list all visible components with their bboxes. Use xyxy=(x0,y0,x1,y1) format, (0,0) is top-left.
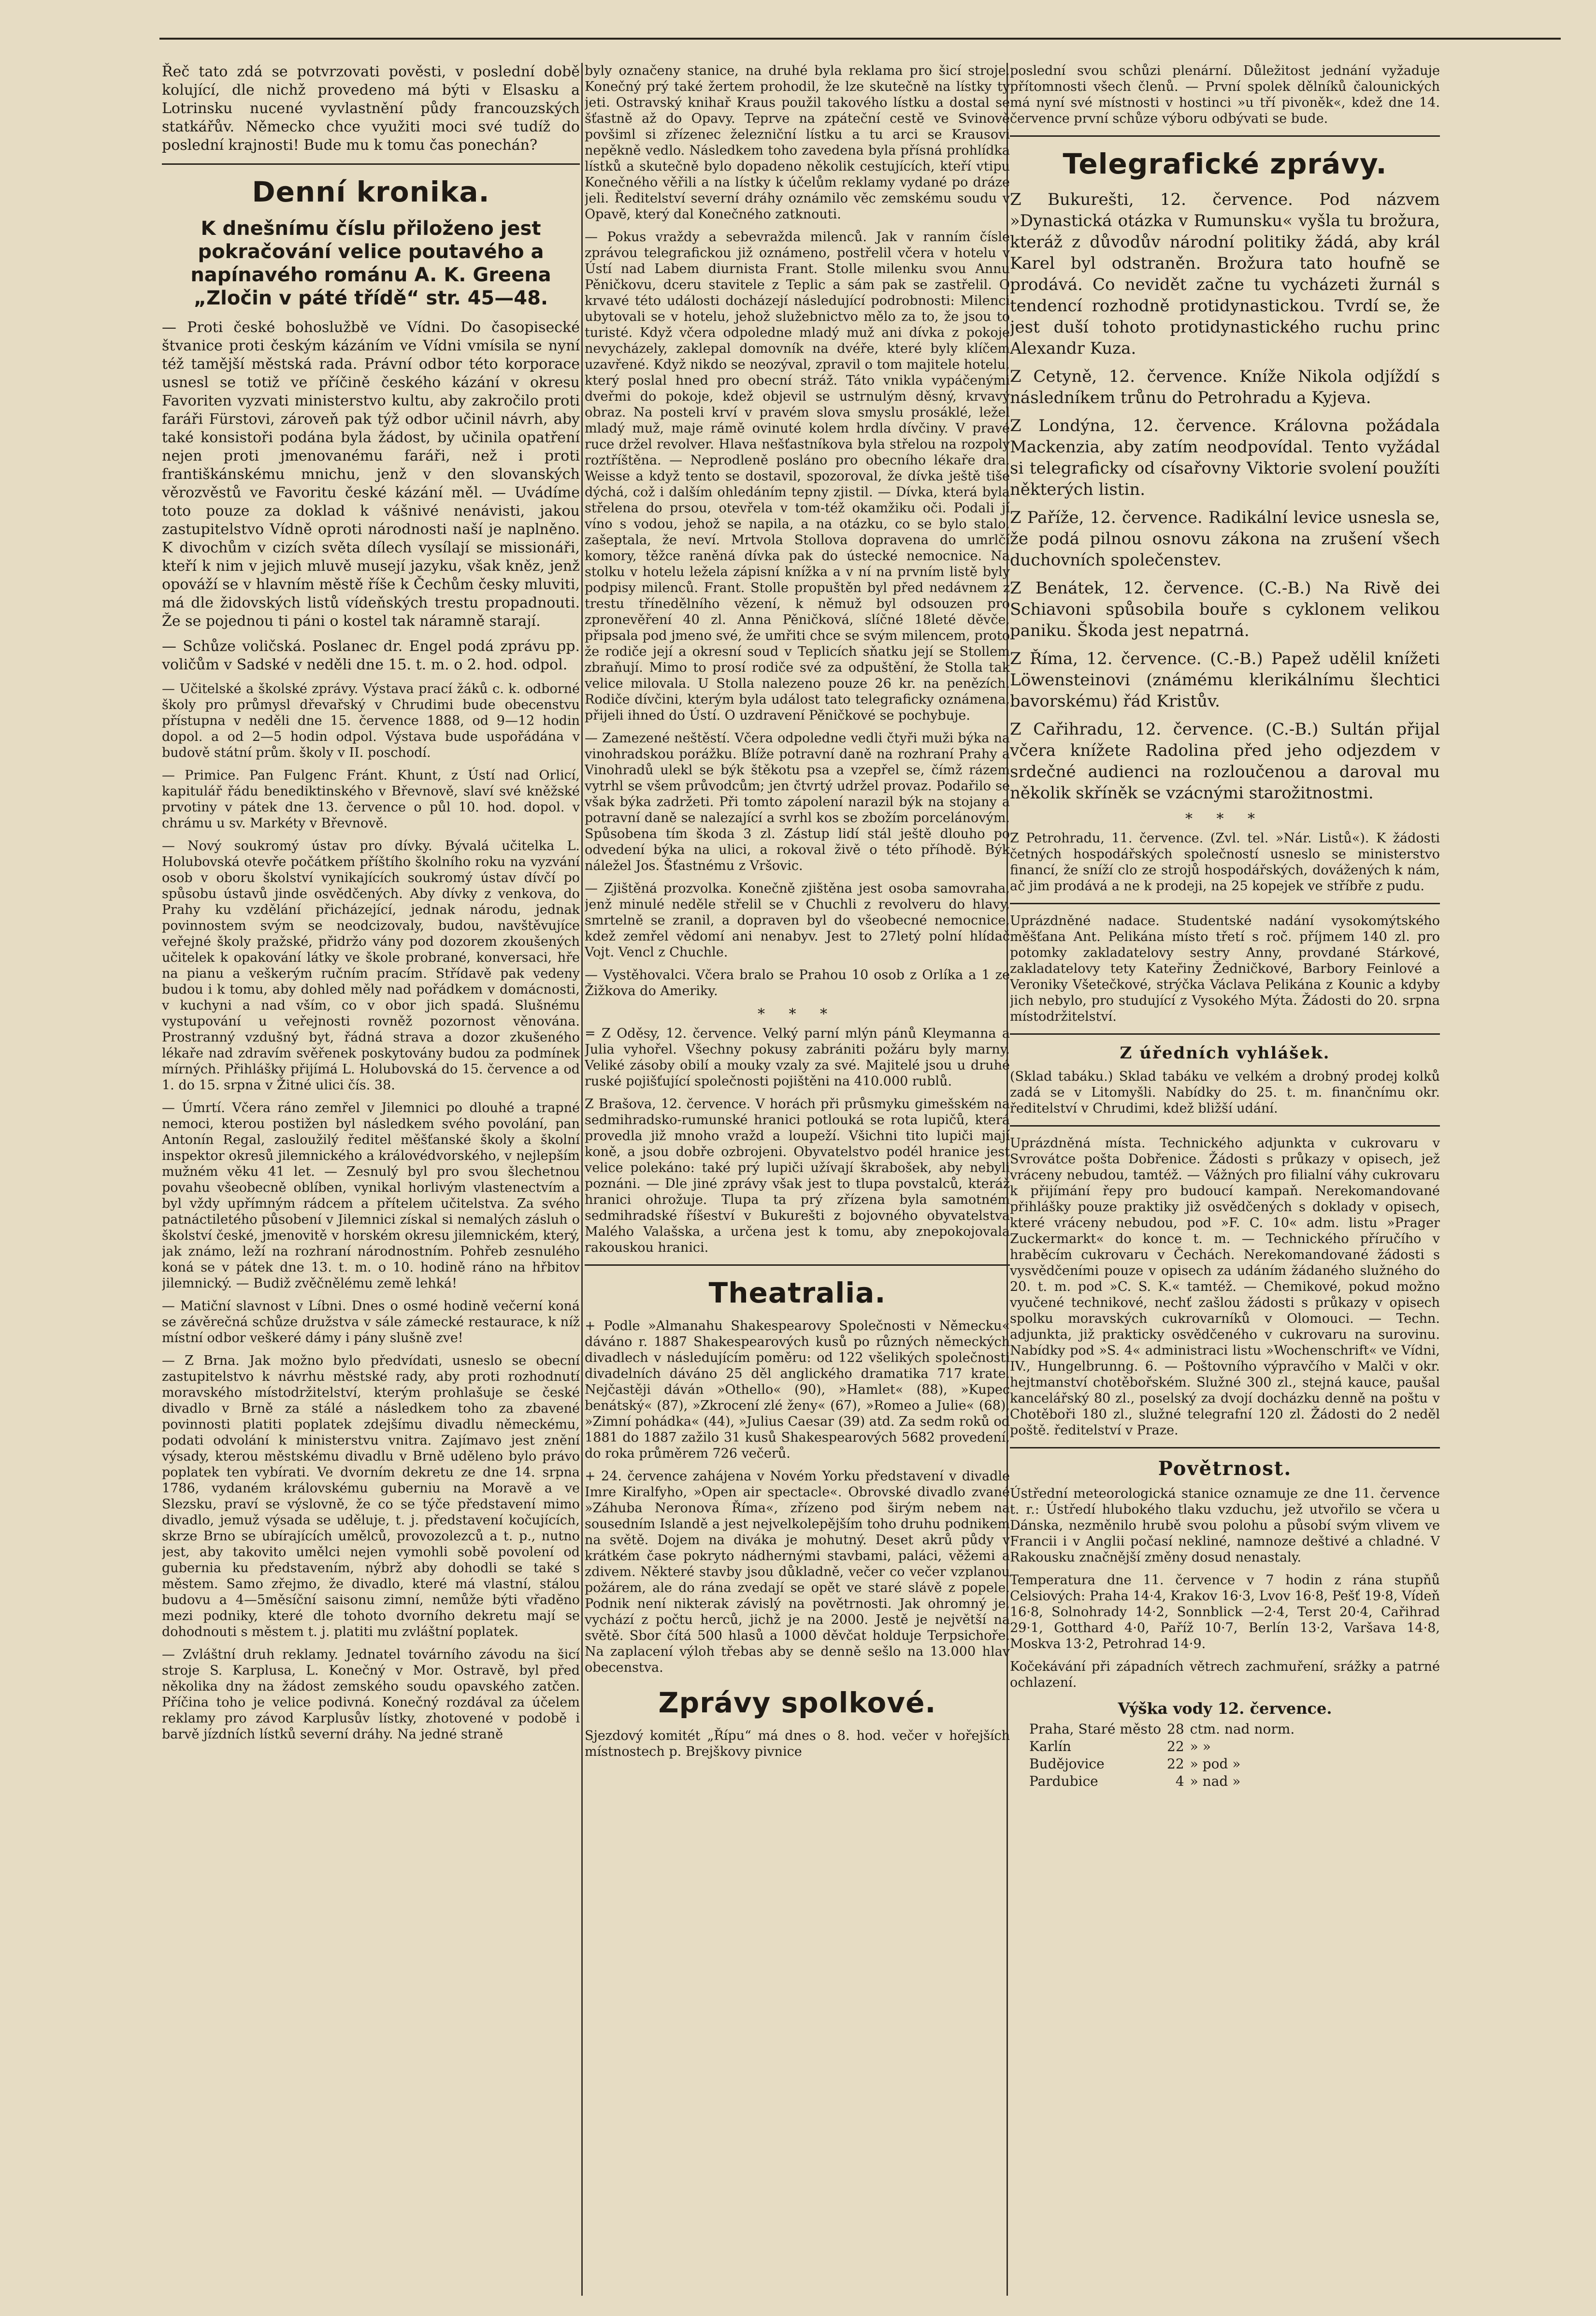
article: poslední svou schůzi plenární. Důležitost jednání vyžaduje přítomnosti všech členů. — První spolek dělníků čalounických má nyní své místnosti v hostinci »u tří pivoněk«, kdež dne 14. července první schůze výboru odbývati se bude. xyxy=(1010,63,1440,126)
article: Temperatura dne 11. července v 7 hodin z rána stupňů Celsiových: Praha 14·4, Krakov 16·3, Lvov 16·8, Pešť 19·8, Vídeň 16·8, Solnohrady 14·2, Sonnblick —2·4, Terst 20·4, Cařihrad 29·1, Gotthard 4·0, Paříž 10·7, Berlín 13·2, Varšava 14·8, Moskva 13·2, Petrohrad 14·9. xyxy=(1010,1573,1440,1651)
intro-paragraph: Řeč tato zdá se potvrzovati pověsti, v poslední době kolující, dle nichž provedeno má býti v Elsasku a Lotrinsku nucené vyvlastnění půdy francouzských statkářův. Německo chce využiti moci své tudíž do poslední krajnosti! Bude mu k tomu čas ponechán? xyxy=(162,63,580,154)
section-heading-clubs: Zprávy spolkové. xyxy=(658,1686,936,1719)
article: — Proti české bohoslužbě ve Vídni. Do časopisecké štvanice proti českým kázáním ve Vídni vmísila se nyní též tamější městská rada. Právní odbor této korporace usnesl se totiž ve příčině českého kázání v okresu Favoriten vyzvati ministerstvo kultu, aby zakročilo proti faráři Fürstovi, zároveň pak týž odbor učinil návrh, aby také konsistoři podána byla žádost, by učinila opatření nejen proti jmenovanému faráři, než i proti františkánskému mnichu, jenž v den slovanských věrozvěstů ve Favoritu české kázání měl. — Uvádíme toto pouze za doklad k vášnivé nenávisti, jakou zastupitelstvo Vídně oproti národnosti naší je naplněno. K divochům v cizích světa dílech vysílají se missionáři, kteří k nim v jejich mluvě musejí jazyku, však kněz, jenž opováží se v hlavním městě říše k Čechům česky mluviti, má dle židovských listů vídeňských trestu propadnouti. Že se pojednou ti páni o kostel tak náramně starají. xyxy=(162,319,580,630)
article: — Zamezené neštěstí. Včera odpoledne vedli čtyři muži býka na vinohradskou porážku. Blíže potravní daně na rozhraní Prahy a Vinohradů ulekl se býk štěkotu psa a vzepřel se, čímž rázem vytrhl se všem průvodcům; jen čtvrtý udržel provaz. Podařilo se však býka zadržeti. Při tomto zápolení narazil býk na stojany a potravní daně se nalezající a svrhl kos se zbožím porcelánovým. Spůsobena tím škoda 3 zl. Zástup lidí stál ještě dlouho po odvedení býka na ulici, a rokoval živě o této příhodě. Býk náležel Jos. Šťastnému z Vršovic. xyxy=(585,731,1010,873)
telegram: Z Benátek, 12. července. (C.-B.) Na Rivě dei Schiavoni spůsobila bouře s cyklonem velikou paniku. Škoda jest nepatrná. xyxy=(1010,579,1440,640)
water-level-cell: Karlín xyxy=(1029,1738,1071,1754)
water-level-cell: » pod » xyxy=(1190,1756,1241,1772)
water-level-row xyxy=(1029,1773,1300,1790)
article: (Sklad tabáku.) Sklad tabáku ve velkém a drobný prodej kolků zadá se v Litomyšli. Nabídky do 25. t. m. finančnímu okr. ředitelství v Chrudimi, kdež bližší udání. xyxy=(1010,1069,1440,1116)
water-level-cell: 22 xyxy=(1167,1738,1184,1754)
lead-announcement: K dnešnímu číslu přiloženo jest pokračování velice poutavého a napínavého románu A. K. Greena „Zločin v páté třídě“ str. 45—48. xyxy=(190,217,551,309)
article: Kočekávání při západních větrech zachmuření, srážky a patrné ochlazení. xyxy=(1010,1659,1440,1690)
article: — Vystěhovalci. Včera bralo se Prahou 10 osob z Orlíka a 1 ze Žižkova do Ameriky. xyxy=(585,968,1010,999)
water-level-cell: » nad » xyxy=(1190,1773,1241,1789)
article: Z Petrohradu, 11. července. (Zvl. tel. »Nár. Listů«). K žádosti četných hospodářských společností usneslo se ministerstvo financí, že sníží clo ze strojů hospodářských, dovážených k nám, ač jim prodává a ne k prodeji, na 25 kopejek ve stříbře z pudu. xyxy=(1010,831,1440,894)
article: — Učitelské a školské zprávy. Výstava prací žáků c. k. odborné školy pro průmysl dřevařský v Chrudimi bude obecenstvu přístupna v neděli dne 15. července 1888, od 9—12 hodin dopol. a od 2—5 hodin odpol. Výstava bude uspořádána v budově státní prům. školy v II. poschodí. xyxy=(162,681,580,760)
water-level-cell: 22 xyxy=(1167,1756,1184,1772)
column-3 xyxy=(1010,63,1440,2296)
divider xyxy=(1010,1033,1440,1035)
article: Ústřední meteorologická stanice oznamuje ze dne 11. července t. r.: Ústředí hlubokého tlaku vzduchu, jež utvořilo se včera u Dánska, nezměnilo hrubě svou polohu a působí svým vlivem ve Francii i v Anglii počasí nekliné, namnoze deštivé a chladné. V Rakousku značnější změny dosud nenastaly. xyxy=(1010,1486,1440,1565)
telegram: Z Bukurešti, 12. července. Pod názvem »Dynastická otázka v Rumunsku« vyšla tu brožura, kteráž z důvodův národní politiky žádá, aby král Karel byl odstraněn. Brožura tato houfně se prodává. Co nevidět začne tu vycházeti žurnál s tendencí rozhodně protidynastickou. Tvrdí se, že jest duší tohoto protidynastického ruchu princ Alexandr Kuza. xyxy=(1010,190,1440,358)
column-1 xyxy=(162,63,580,2296)
separator-stars: * * * xyxy=(1185,811,1265,827)
divider xyxy=(585,1264,1010,1266)
article: — Zvláštní druh reklamy. Jednatel továrního závodu na šicí stroje S. Karplusa, L. Konečný v Mor. Ostravě, byl před několika dny na žádost zemského soudu opavského zatčen. Příčina toho je velice podivná. Konečný rozdával za účelem reklamy pro závod Karplusův lístky, zhotovené v podobě i barvě jízdních lístků severní dráhy. Na jedné straně xyxy=(162,1647,580,1742)
divider xyxy=(162,163,580,165)
article: = Z Oděsy, 12. července. Velký parní mlýn pánů Kleymanna a Julia vyhořel. Všechny pokusy zabrániti požáru byly marny. Veliké zásoby obilí a mouky vzaly za své. Majitelé jsou u druhé ruské pojišťující společnosti pojištěni na 410.000 rublů. xyxy=(585,1026,1010,1089)
separator-stars: * * * xyxy=(757,1006,837,1023)
section-heading-official-notices: Z úředních vyhlášek. xyxy=(1120,1043,1330,1063)
article: Uprázdněná místa. Technického adjunkta v cukrovaru v Svrovátce pošta Dobřenice. Žádosti s průkazy v opisech, jež vráceny nebudou, tamtéž. — Vážných pro filialní váhy cukrovaru k přijímání řepy pro budoucí kampaň. Nerekomandované přihlášky pouze praktiky již osvědčených s doklady v opisech, které vráceny nebudou, pod »F. C. 10« adm. listu »Prager Zuckermarkt« do konce t. m. — Technického příručího v hraběcím cukrovaru v Čechách. Nerekomandované žádosti s vysvědčeními pouze v opisech za udáním žádaného služného do 20. t. m. pod »C. S. K.« tamtéž. — Chemikové, pokud možno vyučené technikové, nechť zašlou žádosti s průkazy v opisech spolku moravských cukrovarníků v Olomouci. — Techn. adjunkta, již prakticky osvědčeného v cukrovaru na surovinu. Nabídky pod »S. 4« administraci listu »Wochenschrift« ve Vídni, IV., Hungelbrunng. 6. — Poštovního výpravčího v Malči v okr. hejtmanství chotěbořském. Služné 300 zl., stejná kauce, paušal kancelářský 80 zl., poselský za dvojí docházku denně na poštu v Chotěboři 180 zl., služné telegrafní 120 zl. Žádosti do 2 neděl poště. ředitelství v Praze. xyxy=(1010,1136,1440,1438)
article: — Schůze voličská. Poslanec dr. Engel podá zprávu pp. voličům v Sadské v neděli dne 15. t. m. o 2. hod. odpol. xyxy=(162,638,580,673)
divider xyxy=(1010,1447,1440,1448)
water-level-table xyxy=(1029,1721,1300,1790)
column-2 xyxy=(585,63,1010,2296)
section-heading-theatre: Theatralia. xyxy=(708,1276,886,1309)
water-level-cell: 28 xyxy=(1167,1721,1184,1737)
article: + Podle »Almanahu Shakespearovy Společnosti v Německu« dáváno r. 1887 Shakespearových kusů po různých německých divadlech v následujícím poměru: od 122 všelikých společnosti divadelních dáváno 25 děl anglického dramatika 717 krate. Nejčastěji dáván »Othello« (90), »Hamlet« (88), »Kupec benátský« (87), »Zkrocení zlé ženy« (67), »Romeo a Julie« (68), »Zimní pohádka« (44), »Julius Caesar (39) atd. Za sedm roků od 1881 do 1887 zažilo 31 kusů Shakespearových 5682 provedení, do roka průměrem 726 večerů. xyxy=(585,1318,1010,1461)
article: Z Brašova, 12. července. V horách při průsmyku gimešském na sedmihradsko-rumunské hranici potlouká se rota lupičů, která provedla již mnoho vražd a loupeží. Všichni tito lupiči mají koně, a jsou dobře ozbrojeni. Obyvatelstvo podél hranice jest velice polekáno: také prý lupiči užívají škrabošek, aby nebyli poznáni. — Dle jiné zprávy však jest to tlupa povstalců, kteráž hranici ohrožuje. Tlupa ta prý zřízena byla samotném sedmihradské říšeství v Bukurešti z bojovného obyvatelstva Malého Valašska, a určena jest k tomu, aby znepokojovala rakouskou hranici. xyxy=(585,1097,1010,1255)
water-level-cell: ctm. nad norm. xyxy=(1190,1721,1295,1737)
telegram: Z Říma, 12. července. (C.-B.) Papež udělil knížeti Löwensteinovi (známému klerikálnímu šlechtici bavorskému) řád Kristův. xyxy=(1010,649,1440,711)
article: — Primice. Pan Fulgenc Fránt. Khunt, z Ústí nad Orlicí, kapitulář řádu benediktinského v Břevnově, slaví své kněžské prvotiny v pátek dne 13. července o půl 10. hod. dopol. v chrámu u sv. Markéty v Břevnově. xyxy=(162,768,580,831)
divider xyxy=(1010,135,1440,137)
water-level-cell: » » xyxy=(1190,1738,1211,1754)
water-level-cell: Pardubice xyxy=(1029,1773,1098,1789)
article: — Zjištěná prozvolka. Konečně zjištěna jest osoba samovraha, jenž minulé neděle střelil se v Chuchli z revolveru do hlavy, smrtelně se zranil, a dopraven byl do všeobecné nemocnice, kdež zemřel vědomí ani nenabyv. Jest to 27letý polní hlídač Vojt. Vencl z Chuchle. xyxy=(585,881,1010,960)
article: Sjezdový komitét „Řípu“ má dnes o 8. hod. večer v hořejších místnostech p. Brejškovy pivnice xyxy=(585,1728,1010,1759)
water-level-row xyxy=(1029,1738,1300,1755)
water-level-cell: 4 xyxy=(1175,1773,1184,1789)
article: — Z Brna. Jak možno bylo předvídati, usneslo se obecní zastupitelstvo k návrhu městské rady, aby proti rozhodnutí moravského místodržitelství, kterým prohlašuje se české divadlo v Brně za stálé a následkem toho za zbavené povinnosti platiti poplatek zdejšímu divadlu německému, podati odvolání k ministerstvu vnitra. Zajímavo jest znění výsady, kterou městskému divadlu v Brně uděleno bylo právo poplatek ten vybírati. Ve dvorním dekretu ze dne 14. srpna 1786, vydaném královskému guberniu na Moravě a ve Slezsku, praví se výslovně, že co se týče představení mimo divadlo, jemuž výsada se uděluje, t. j. představení kočujících, skrze Brno se ubírajících umělců, provozolezců a t. p., nutno jest, aby takovito umělci nejen vymohli sobě povolení od gubernia ku představením, nýbrž aby dohodli se také s městem. Samo zřejmo, že divadlo, které má vlastní, stálou budovu a 4—5měsíční saisonu zimní, nemůže býti vřaděno mezi podniky, které dle tohoto dvorního dekretu mají se dohodnouti s městem t. j. platiti mu zvláštní poplatek. xyxy=(162,1353,580,1639)
water-level-row xyxy=(1029,1755,1300,1773)
water-level-cell: Budějovice xyxy=(1029,1756,1105,1772)
column-divider xyxy=(581,63,583,2296)
divider xyxy=(1010,1125,1440,1127)
section-heading-weather: Povětrnost. xyxy=(1158,1457,1292,1480)
top-rule xyxy=(159,38,1561,40)
telegram: Z Paříže, 12. července. Radikální levice usnesla se, že podá pilnou osnovu zákona na zrušení všech duchovních společenstev. xyxy=(1010,508,1440,570)
article: — Matiční slavnost v Líbni. Dnes o osmé hodině večerní koná se závěrečná schůze družstva v sále zámecké restaurace, k níž místní odbor veškeré dámy i pány slušně zve! xyxy=(162,1299,580,1346)
section-heading-daily-chronicle: Denní kronika. xyxy=(252,175,490,208)
telegram: Z Cařihradu, 12. července. (C.-B.) Sultán přijal včera knížete Radolina před jeho odjezdem v srdečné audienci na rozloučenou a daroval mu několik skříněk se vzácnými starožitnostmi. xyxy=(1010,720,1440,803)
water-level-cell: Praha, Staré město xyxy=(1029,1721,1162,1737)
telegram: Z Londýna, 12. července. Královna požádala Mackenzia, aby zatím neodpovídal. Tento vyžádal si telegraficky od císařovny Viktorie svolení použíti některých listin. xyxy=(1010,416,1440,499)
water-level-row xyxy=(1029,1721,1300,1738)
telegram: Z Cetyně, 12. července. Kníže Nikola odjíždí s následníkem trůnu do Petrohradu a Kyjeva. xyxy=(1010,367,1440,407)
article: — Nový soukromý ústav pro dívky. Bývalá učitelka L. Holubovská otevře počátkem příštího školního roku na vyzvání osob v oboru školství vynikajících soukromý ústav dívčí po spůsobu ústavů jinde osvědčených. Aby dívky z venkova, do Prahy ku vzdělání přicházející, jednak národu, jednak povinnostem svým se neodcizovaly, budou, navštěvujíce veřejné školy pražské, přidržo vány pod dozorem zkoušených učitelek k opakování látky ve škole probrané, konversaci, hře na pianu a veškerým ručním pracím. Střídavě pak vedeny budou i k tomu, aby dohled měly nad pořádkem v domácnosti, v kuchyni a nad vším, co v obor jich spadá. Slušnému vystupování u veřejnosti rovněž pozornost věnována. Prostranný vzdušný byt, řádná strava a dozor zkušeného lékaře nad zdravím svěřenek poskytovány budou za podmínek mírných. Přihlášky přijímá L. Holubovská do 15. července a od 1. do 15. srpna v Žitné ulici čís. 38. xyxy=(162,839,580,1093)
article: byly označeny stanice, na druhé byla reklama pro šicí stroje. Konečný prý také žertem prohodil, že lze skutečně na lístky ty jeti. Ostravský knihař Kraus použil takového lístku a dostal se šťastně až do Opavy. Teprve na zpáteční cestě ve Svinově povšiml si zřízenec železniční lístku a tu arci se Krausovi nepěkně vedlo. Následkem toho zavedena byla přísná prohlídka lístků a skutečně bylo dopadeno několik cestujících, kteří vtipu Konečného věřili a na lístky k účelům reklamy vydané po dráze jeli. Ředitelství severní dráhy oznámilo věc zemskému soudu v Opavě, který dal Konečného zatknouti. xyxy=(585,63,1010,222)
article: + 24. července zahájena v Novém Yorku představení v divadle Imre Kiralfyho, »Open air spectacle«. Obrovské divadlo zvané »Záhuba Neronova Říma«, zřízeno pod širým nebem na sousedním Islandě a jest nejvelkolepějším toho druhu podnikem na světě. Dojem na diváka je mohutný. Deset akrů půdy v krátkém čase pokryto nádhernými stavbami, paláci, věžemi a zdivem. Některé stavby jsou důkladně, večer co večer vzplanou požárem, ale do rána zvedají se opět ve staré slávě z popele. Podnik není nikterak závislý na povětrnosti. Jak ohromný je, vychází z počtu herců, jichž je na 2000. Jestě je největší na světě. Sbor čítá 500 hlasů a 1000 děvčat holduje Terpsichoře. Na zaplacení výloh třebas aby se denně sešlo na 13.000 hlav obecenstva. xyxy=(585,1469,1010,1675)
section-heading-telegrams: Telegrafické zprávy. xyxy=(1063,147,1387,180)
article: — Pokus vraždy a sebevražda milenců. Jak v ranním čísle zprávou telegrafickou již oznámeno, postřelil včera v hotelu v Ústí nad Labem diurnista Frant. Stolle milenku svou Annu Pěničkovu, dceru stavitele z Teplic a sám pak se zastřelil. O krvavé této události docházejí následující podrobnosti: Milenci ubytovali se v hotelu, jehož služebnictvo mělo za to, že jsou to turisté. Když včera odpoledne mladý muž ani dívka z pokoje nevycházely, zaklepal domovník na dvéře, které byly klíčem uzavřené. Když nikdo se neozýval, zpravil o tom majitele hotelu, který poslal hned pro obecní stráž. Táto vnikla vypáčenými dveřmi do pokoje, kdež objevil se ustrnulým děsný, krvavý obraz. Na posteli krví v pravém slova smyslu prosáklé, ležel mladý muž, maje rámě ovinuté kolem hrdla dívčiny. V pravé ruce držel revolver. Hlava nešťastníkova byla střelou na rozpoly roztříštěna. — Neprodleně posláno pro obecního lékaře dra. Weisse a když tento se dostavil, spozoroval, že dívka ještě tiše dýchá, což i dalším ohledáním tepny zjistil. — Dívka, která byla střelena do prsou, otevřela v tom-též okamžiku oči. Podali jí víno s vodou, jehož se napila, a na otázku, co se bylo stalo, zašeptala, že neví. Mrtvola Stollova dopravena do umrlčí komory, těžce raněná dívka pak do ústecké nemocnice. Na stolku v hotelu ležela zápisní knížka a v ní na prvním listě byly podpisy milenců. Frant. Stolle propuštěn byl před nedávnem z trestu třínedělního vězení, k němuž byl odsouzen pro zpronevěření 40 zl. Anna Pěničková, slíčné 18leté děvče, připsala pod jmeno své, že umřiti chce se svým milencem, proto že rodiče její a okresní soud v Teplicích sňatku její se Stollem zbraňují. Mimo to prosí rodiče své za odpuštění, že Stolla tak velice milovala. U Stolla nalezeno pouze 26 kr. na penězích. Rodiče dívčini, kterým byla událost tato telegraficky oznámena, přijeli ihned do Ústí. O uzdravení Pěničkové se pochybuje. xyxy=(585,230,1010,723)
divider xyxy=(1010,903,1440,904)
article: Uprázdněné nadace. Studentské nadání vysokomýtského měšťana Ant. Pelikána místo třetí s roč. příjmem 140 zl. pro potomky zakladatelovy sestry Anny, provdané Stárkové, zakladatelovy tety Kateřiny Žedničkové, Barbory Feinlové a Veroniky Všetečkové, strýčka Václava Pelikána z Kounic a kdyby jich nebylo, pro studující z Vysokého Mýta. Žádosti do 20. srpna místodržitelství. xyxy=(1010,913,1440,1024)
water-level-heading: Výška vody 12. července. xyxy=(1118,1699,1332,1718)
article: — Úmrtí. Včera ráno zemřel v Jilemnici po dlouhé a trapné nemoci, kterou postižen byl následkem svého povolání, pan Antonín Regal, zasloužilý ředitel měšťanské školy a školní inspektor okresů jilemnického a královédvorského, v nejlepším mužném věku 41 let. — Zesnulý byl pro svou šlechetnou povahu všeobecně oblíben, vynikal horlivým vlastenectvím a byl vždy upřímným rádcem a přítelem učitelstva. Za svého patnáctiletého působení v Jilemnici získal si nemalých zásluh o školství české, jmenovitě v horském okresu jilemnickém, který, jak známo, leží na rozhraní národnostním. Pohřeb zesnulého koná se v pátek dne 13. t. m. o 10. hodině ráno na hřbitov jilemnický. — Budiž zvěčnělému země lehká! xyxy=(162,1100,580,1291)
